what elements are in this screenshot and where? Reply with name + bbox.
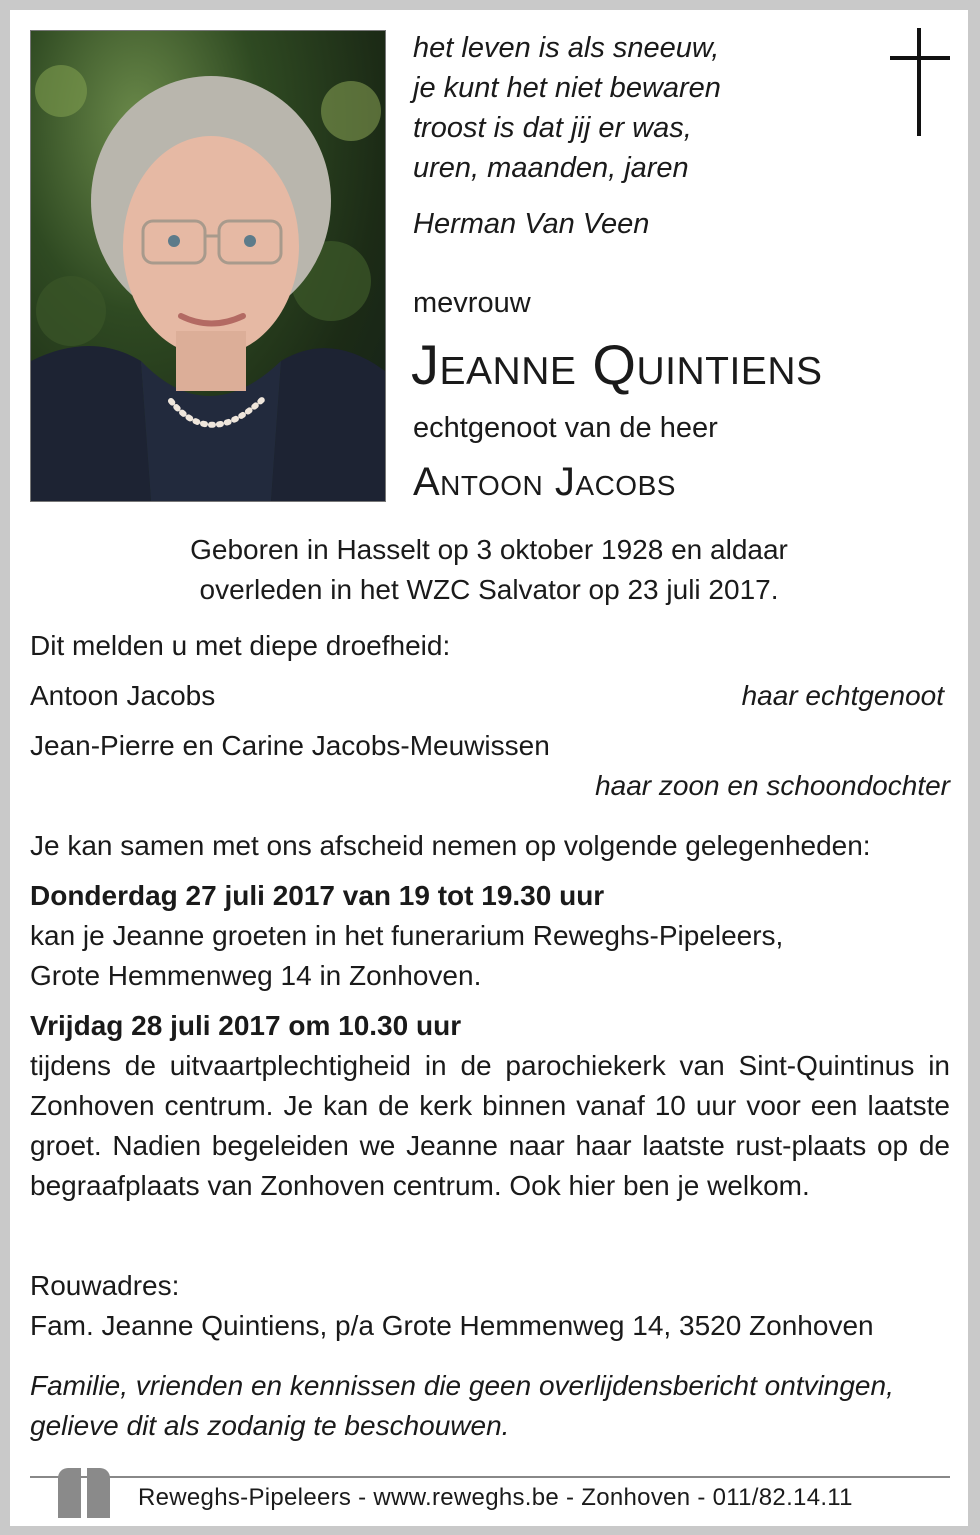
poem-line: uren, maanden, jaren xyxy=(413,152,689,184)
footer-divider xyxy=(30,1476,950,1478)
address-label: Rouwadres: xyxy=(30,1270,180,1301)
spouse-label: echtgenoot van de heer xyxy=(413,412,718,444)
family-member-name: Antoon Jacobs xyxy=(30,680,216,711)
closing-line: Familie, vrienden en kennissen die geen overlijdensbericht ontvingen, xyxy=(30,1370,894,1401)
event-line: kan je Jeanne groeten in het funerarium Reweghs-Pipeleers, xyxy=(30,920,784,951)
funeral-home-logo-icon xyxy=(58,1468,110,1518)
footer-contact: Reweghs-Pipeleers - www.reweghs.be - Zonhoven - 011/82.14.11 xyxy=(138,1484,853,1511)
event-heading: Vrijdag 28 juli 2017 om 10.30 uur xyxy=(30,1010,462,1041)
event-heading: Donderdag 27 juli 2017 van 19 tot 19.30 uur xyxy=(30,880,605,911)
farewell-intro: Je kan samen met ons afscheid nemen op volgende gelegenheden: xyxy=(30,830,871,861)
address-value: Fam. Jeanne Quintiens, p/a Grote Hemmenweg 14, 3520 Zonhoven xyxy=(30,1310,874,1341)
family-member-name: Jean-Pierre en Carine Jacobs-Meuwissen xyxy=(30,730,550,761)
family-member-relation: haar zoon en schoondochter xyxy=(595,770,950,801)
cross-icon xyxy=(890,28,950,138)
poem-line: het leven is als sneeuw, xyxy=(413,32,720,64)
family-member-relation: haar echtgenoot xyxy=(741,680,944,711)
poem-author: Herman Van Veen xyxy=(413,208,650,240)
poem-line: je kunt het niet bewaren xyxy=(413,72,721,104)
portrait-photo xyxy=(30,30,386,502)
event-description xyxy=(30,916,950,996)
spouse-name: Antoon Jacobs xyxy=(413,460,676,504)
event-description: tijdens de uitvaartplechtigheid in de parochiekerk van Sint-Quintinus in Zonhoven centrum. Je kan de kerk binnen vanaf 10 uur voor een laatste groet. Nadien begeleiden we Jeanne naar haar laatste rust-plaats op de begraafplaats van Zonhoven centrum. Ook hier ben je welkom. xyxy=(30,1050,950,1201)
announce-intro: Dit melden u met diepe droefheid: xyxy=(30,630,451,661)
portrait-illustration xyxy=(31,31,385,501)
closing-note xyxy=(30,1366,950,1446)
event-line: Grote Hemmenweg 14 in Zonhoven. xyxy=(30,960,482,991)
poem-line: troost is dat jij er was, xyxy=(413,112,692,144)
birth-death-text xyxy=(10,530,968,610)
closing-line: gelieve dit als zodanig te beschouwen. xyxy=(30,1410,510,1441)
death-line: overleden in het WZC Salvator op 23 juli 2017. xyxy=(199,574,779,605)
poem xyxy=(413,28,721,188)
deceased-title: mevrouw xyxy=(413,287,531,319)
deceased-name: Jeanne Quintiens xyxy=(411,333,823,396)
obituary-card xyxy=(10,10,968,1526)
birth-line: Geboren in Hasselt op 3 oktober 1928 en aldaar xyxy=(190,534,788,565)
